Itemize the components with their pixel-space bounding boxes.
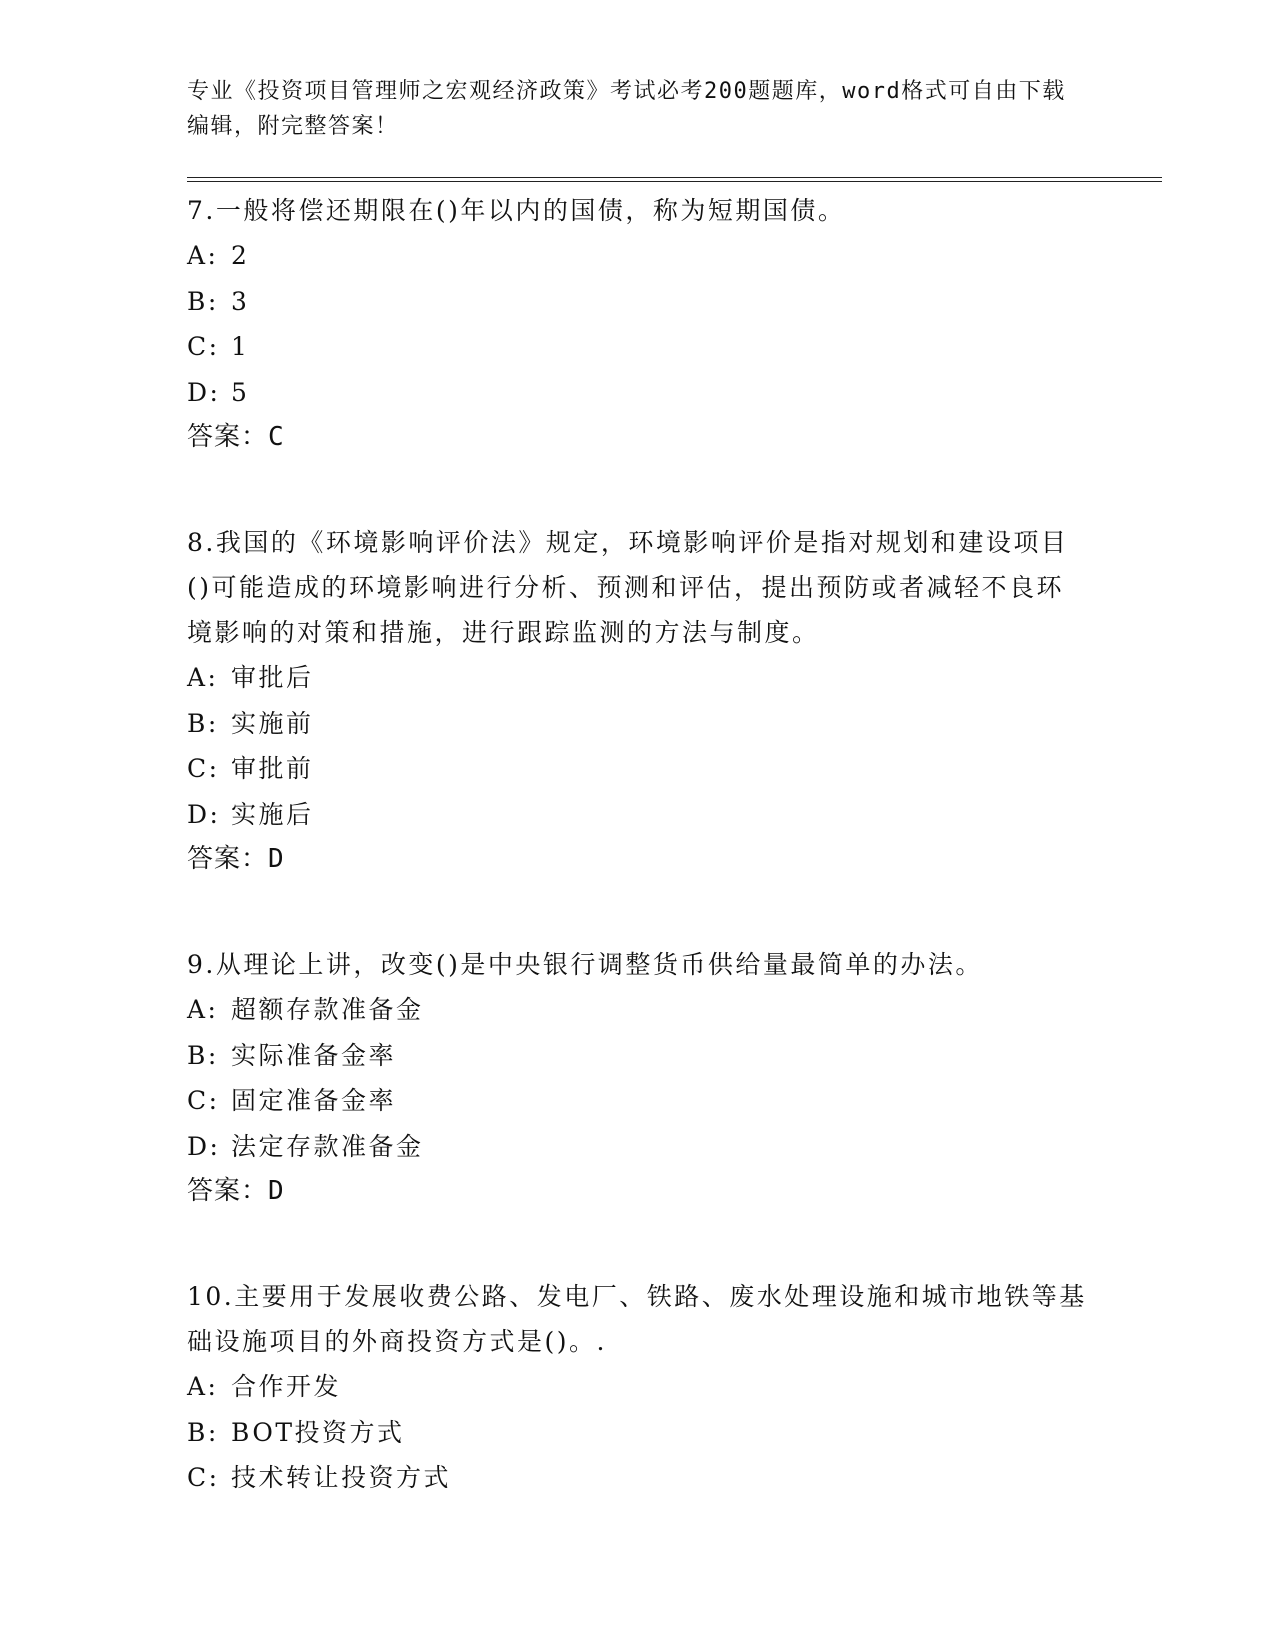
option-c (187, 1455, 1087, 1501)
question-text: 9.从理论上讲，改变()是中央银行调整货币供给量最简单的办法。 (187, 950, 983, 979)
option-key: A: (187, 995, 219, 1024)
option-key: D: (187, 1131, 221, 1161)
option-key: A: (187, 1372, 219, 1401)
option-a (187, 233, 1087, 279)
option-text: 法定存款准备金 (231, 1131, 424, 1161)
question-9 (187, 942, 1087, 1214)
option-key: A: (187, 663, 219, 692)
option-text: BOT投资方式 (231, 1417, 405, 1447)
answer: 答案：D (187, 844, 285, 874)
option-key: C: (187, 754, 220, 783)
option-text: 5 (231, 377, 250, 407)
option-text: 审批前 (231, 754, 314, 783)
option-text: 固定准备金率 (231, 1086, 397, 1115)
option-b (187, 1033, 1087, 1079)
question-text: 10.主要用于发展收费公路、发电厂、铁路、废水处理设施和城市地铁等基础设施项目的外商投资方式是()。. (187, 1282, 1087, 1356)
option-b (187, 279, 1087, 325)
option-key: C: (187, 332, 220, 361)
option-key: B: (187, 708, 219, 738)
option-text: 实施前 (231, 708, 314, 738)
question-8 (187, 520, 1087, 882)
option-key: C: (187, 1086, 220, 1115)
option-a (187, 655, 1087, 701)
option-key: C: (187, 1463, 220, 1492)
question-text: 7.一般将偿还期限在()年以内的国债，称为短期国债。 (187, 196, 846, 225)
option-c (187, 746, 1087, 792)
option-text: 审批后 (231, 663, 314, 692)
question-10 (187, 1274, 1087, 1501)
option-text: 实际准备金率 (231, 1040, 397, 1070)
header-divider-bottom (187, 181, 1162, 182)
document-header: 专业《投资项目管理师之宏观经济政策》考试必考200题题库，word格式可自由下载编辑，附完整答案！ (187, 79, 1066, 139)
option-text: 3 (231, 286, 250, 316)
option-d (187, 1124, 1087, 1170)
question-text: 8.我国的《环境影响评价法》规定，环境影响评价是指对规划和建设项目()可能造成的环境影响进行分析、预测和评估，提出预防或者减轻不良环境影响的对策和措施，进行跟踪监测的方法与制度。 (187, 528, 1069, 647)
option-text: 2 (231, 241, 250, 270)
option-a (187, 987, 1087, 1033)
option-key: B: (187, 286, 219, 316)
option-c (187, 1078, 1087, 1124)
option-key: A: (187, 241, 219, 270)
question-7 (187, 188, 1087, 460)
option-key: B: (187, 1417, 219, 1447)
option-d (187, 792, 1087, 838)
option-b (187, 1410, 1087, 1456)
option-text: 实施后 (231, 799, 314, 829)
answer: 答案：C (187, 422, 285, 452)
option-d (187, 370, 1087, 416)
option-text: 合作开发 (231, 1372, 342, 1401)
option-b (187, 701, 1087, 747)
question-list (187, 188, 1087, 1501)
option-a (187, 1364, 1087, 1410)
option-key: B: (187, 1040, 219, 1070)
option-c (187, 324, 1087, 370)
header-divider-top (187, 177, 1162, 178)
option-text: 1 (231, 332, 250, 361)
option-key: D: (187, 377, 221, 407)
option-text: 技术转让投资方式 (231, 1463, 452, 1492)
option-key: D: (187, 799, 221, 829)
option-text: 超额存款准备金 (231, 995, 424, 1024)
answer: 答案：D (187, 1176, 285, 1206)
